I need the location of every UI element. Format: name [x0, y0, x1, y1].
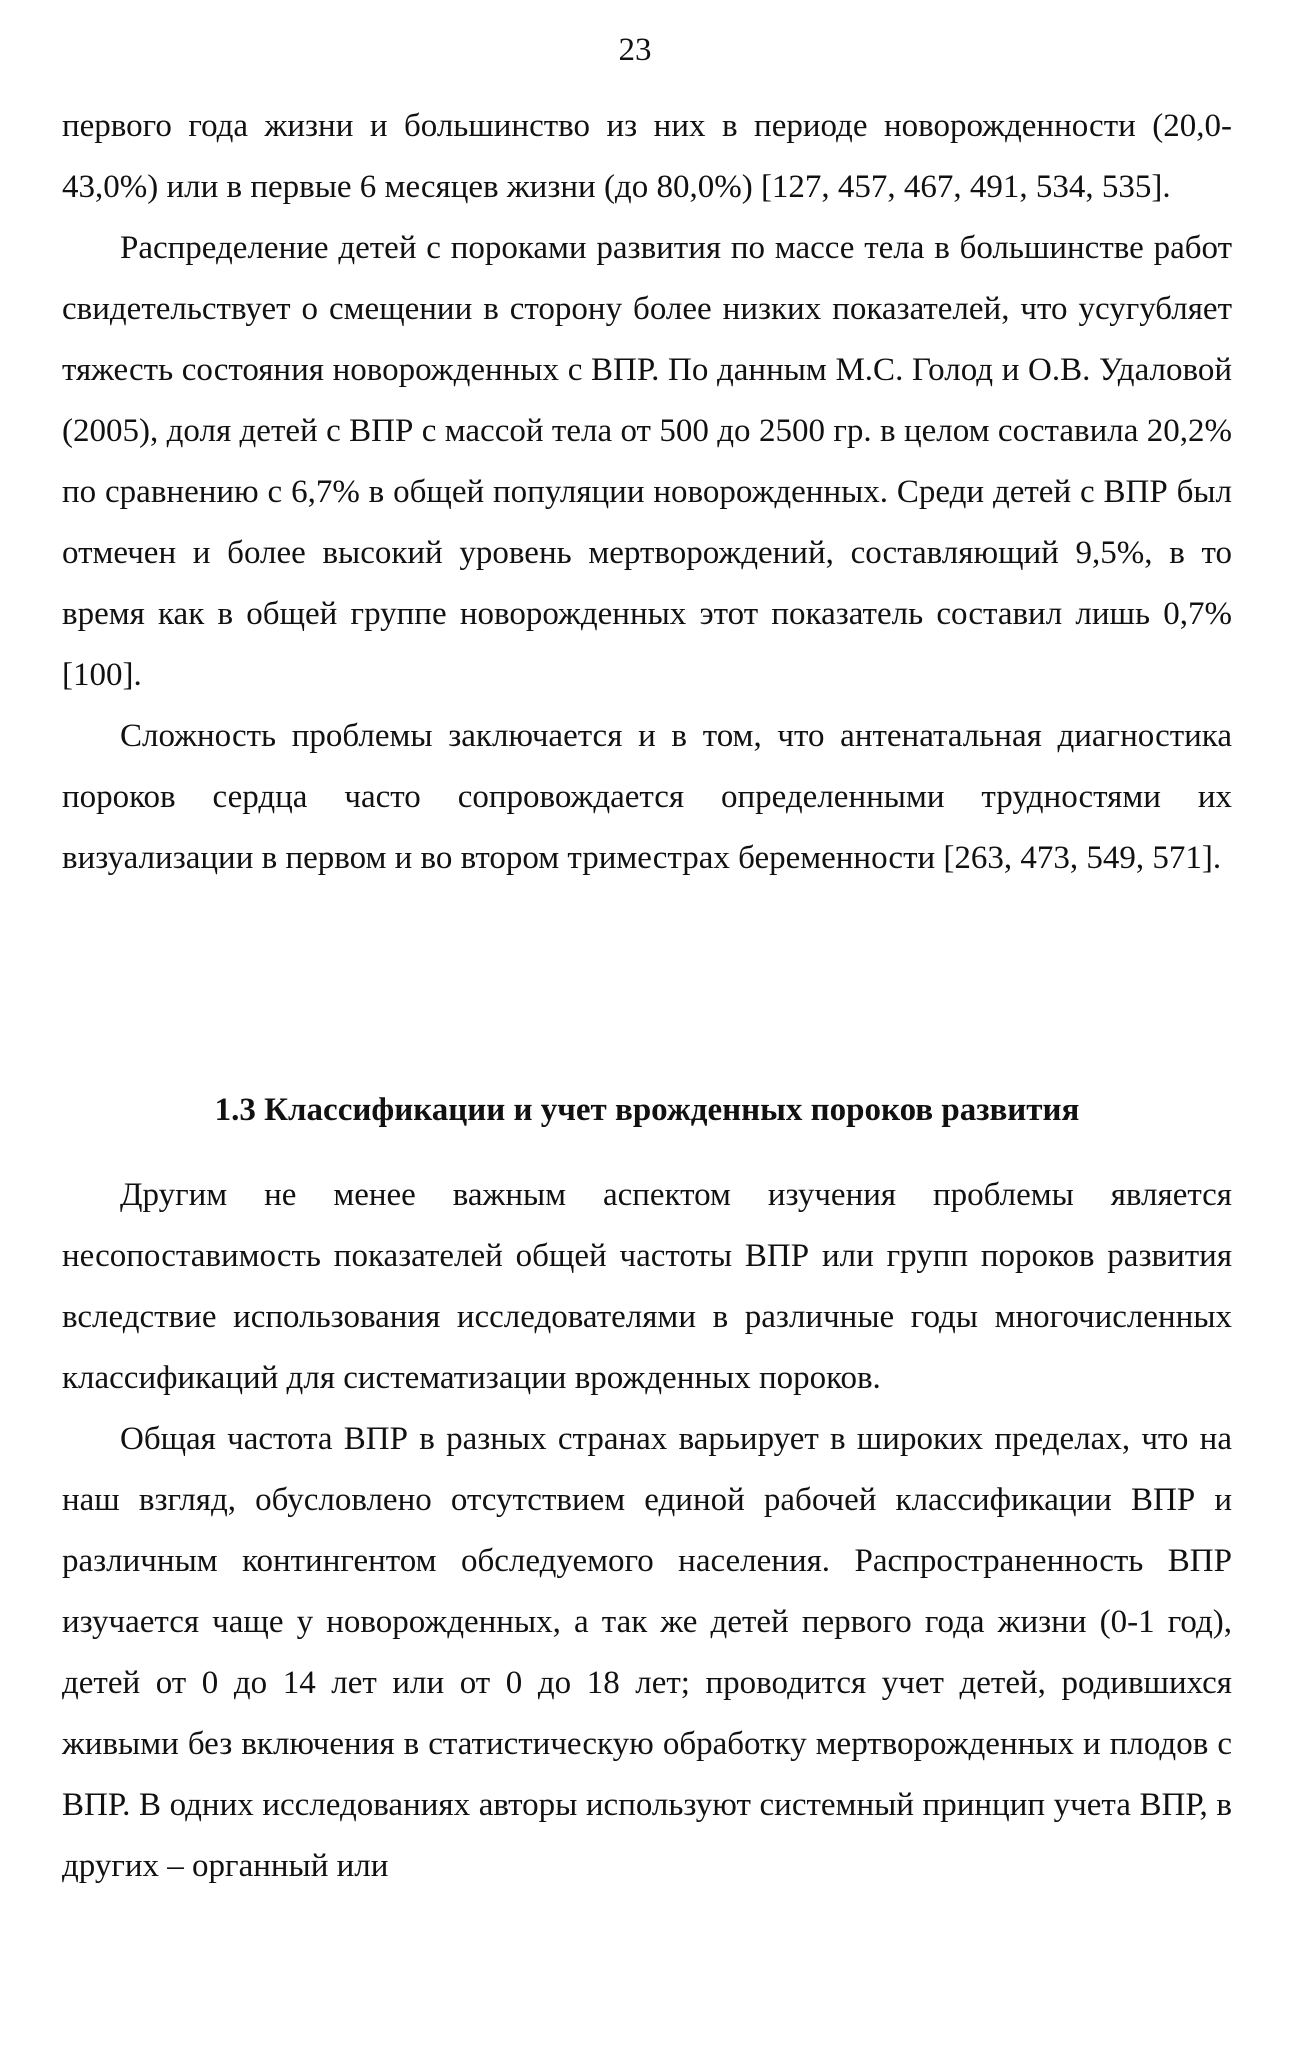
page-number: 23 — [618, 32, 652, 68]
paragraph-continuation: первого года жизни и большинство из них в периоде новорожденности (20,0-43,0%) или в первые 6 месяцев жизни (до 80,0%) [127, 457, 467, 491, 534, 535]. — [62, 108, 1232, 205]
paragraph-antenatal-diagnostics: Сложность проблемы заключается и в том, что антенатальная диагностика пороков сердца часто сопровождается определенными трудностями их визуализации в первом и во втором триместрах беременности [263, 473, 549, 571]. — [62, 718, 1232, 876]
section-heading: 1.3 Классификации и учет врожденных пороков развития — [214, 1092, 1080, 1128]
text-block-top — [62, 96, 1232, 889]
text-block-bottom — [62, 1165, 1232, 1897]
paragraph-classifications: Другим не менее важным аспектом изучения проблемы является несопоставимость показателей общей частоты ВПР или групп пороков развития вследствие использования исследователями в различные годы многочисленных классификаций для систематизации врожденных пороков. — [62, 1177, 1232, 1396]
paragraph-frequency: Общая частота ВПР в разных странах варьирует в широких пределах, что на наш взгляд, обусловлено отсутствием единой рабочей классификации ВПР и различным контингентом обследуемого населения. Распространенность ВПР изучается чаще у новорожденных, а так же детей первого года жизни (0-1 год), детей от 0 до 14 лет или от 0 до 18 лет; проводится учет детей, родившихся живыми без включения в статистическую обработку мертворожденных и плодов с ВПР. В одних исследованиях авторы используют системный принцип учета ВПР, в других – органный или — [62, 1421, 1232, 1884]
paragraph-birth-weight: Распределение детей с пороками развития по массе тела в большинстве работ свидетельствует о смещении в сторону более низких показателей, что усугубляет тяжесть состояния новорожденных с ВПР. По данным М.С. Голод и О.В. Удаловой (2005), доля детей с ВПР с массой тела от 500 до 2500 гр. в целом составила 20,2% по сравнению с 6,7% в общей популяции новорожденных. Среди детей с ВПР был отмечен и более высокий уровень мертворождений, составляющий 9,5%, в то время как в общей группе новорожденных этот показатель составил лишь 0,7% [100]. — [62, 230, 1232, 693]
